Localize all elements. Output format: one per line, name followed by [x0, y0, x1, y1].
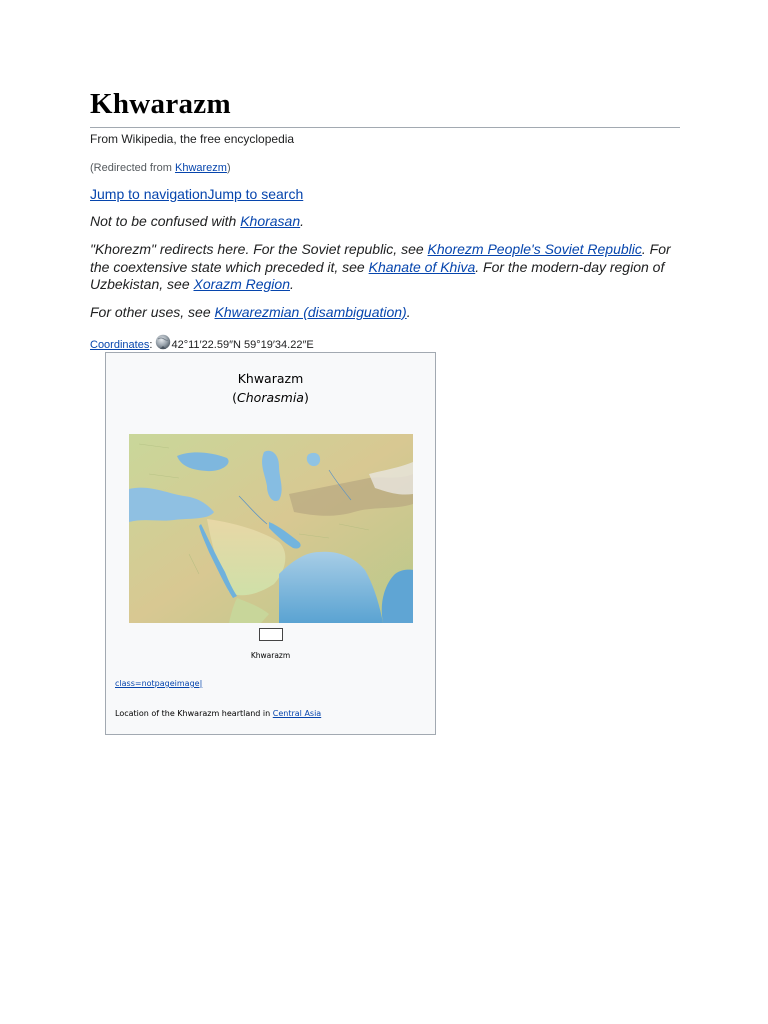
map-legend-label: Khwarazm [250, 651, 291, 660]
hatnote-not-confused [90, 213, 680, 231]
khanate-of-khiva-link[interactable]: Khanate of Khiva [368, 258, 476, 275]
xorazm-region-link[interactable]: Xorazm Region [193, 276, 290, 292]
class-note-link[interactable]: class=notpageimage| [115, 679, 203, 688]
hatnote-redirects [90, 241, 680, 294]
infobox-class-note [115, 679, 202, 688]
page-title: Khwarazm [90, 88, 231, 120]
jump-links [90, 186, 303, 202]
paren-open: ( [232, 390, 238, 405]
globe-icon[interactable] [155, 334, 171, 350]
site-tagline: From Wikipedia, the free encyclopedia [90, 132, 295, 146]
khorezm-soviet-republic-link[interactable]: Khorezm People's Soviet Republic [427, 241, 642, 257]
hatnote-text: . [300, 213, 305, 229]
hatnote-text: . [406, 304, 411, 320]
hatnote-text: . For the coextensive state which preceded it, see [90, 241, 671, 275]
infobox-alt-name-italic: Chorasmia [237, 390, 304, 405]
coordinates-separator: : [149, 338, 156, 351]
hatnote-text: . [290, 276, 294, 292]
infobox-caption [115, 709, 321, 718]
infobox-name: Khwarazm [237, 371, 304, 386]
redirect-suffix: ) [226, 162, 231, 174]
hatnote-text: "Khorezm" redirects here. For the Soviet republic, see [90, 241, 428, 257]
coordinates-link[interactable]: Coordinates [90, 338, 150, 351]
coordinates-line [90, 337, 314, 353]
map-legend-swatch [259, 628, 283, 641]
infobox-title [106, 369, 435, 407]
caption-text: Location of the Khwarazm heartland in [115, 709, 273, 718]
khorasan-link[interactable]: Khorasan [240, 213, 301, 229]
redirect-notice [90, 162, 231, 174]
redirect-prefix: (Redirected from [90, 162, 175, 174]
khwarezmian-disambiguation-link[interactable]: Khwarezmian (disambiguation) [214, 304, 407, 320]
hatnote-other-uses [90, 304, 680, 322]
paren-close: ) [303, 390, 309, 405]
hatnote-text: For other uses, see [90, 304, 215, 320]
coordinates-value: 42°11′22.59″N 59°19′34.22″E [171, 338, 314, 351]
title-divider [90, 127, 680, 128]
jump-to-search-link[interactable]: Jump to search [207, 186, 304, 202]
redirect-source-link[interactable]: Khwarezm [174, 162, 227, 174]
location-map [129, 434, 413, 623]
jump-to-navigation-link[interactable]: Jump to navigation [90, 186, 208, 202]
hatnote-text: . For the modern-day region of Uzbekistan, see [90, 258, 665, 292]
infobox [105, 352, 436, 735]
infobox-alt-name [106, 388, 435, 407]
central-asia-link[interactable]: Central Asia [272, 709, 322, 718]
hatnote-text: Not to be confused with [90, 213, 241, 229]
